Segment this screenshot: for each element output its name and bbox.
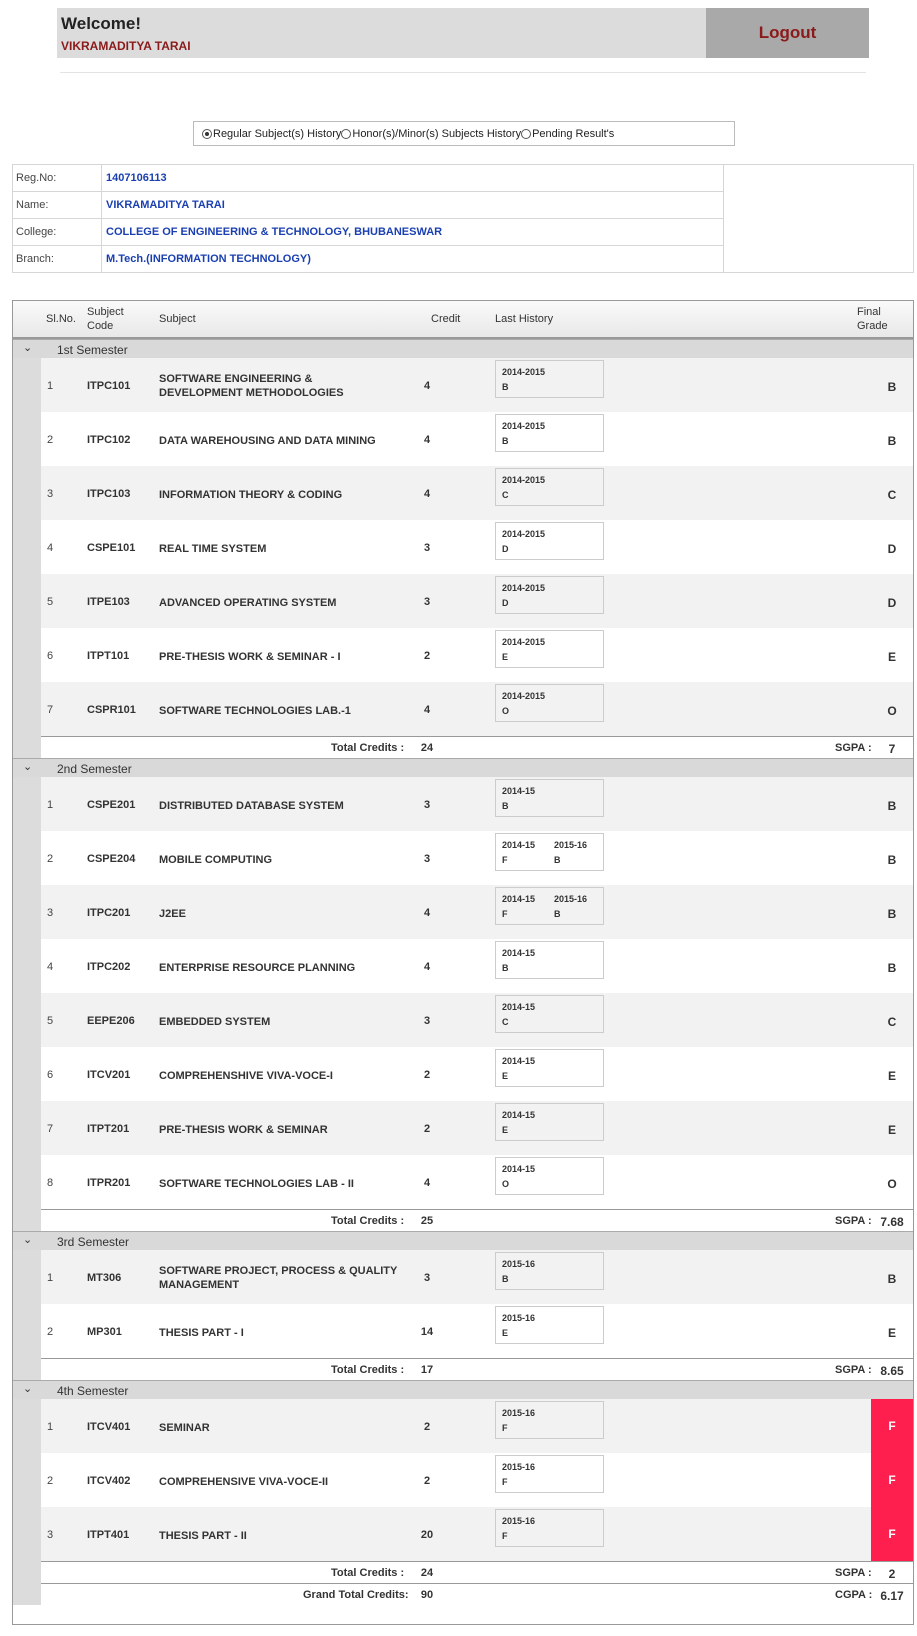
row-indent-strip	[13, 1399, 41, 1583]
chevron-down-icon[interactable]: ⌄	[23, 1383, 33, 1395]
subject-row	[41, 412, 913, 466]
final-grade: O	[887, 1177, 897, 1191]
col-subject: Subject	[159, 313, 196, 325]
subject-name: ADVANCED OPERATING SYSTEM	[159, 597, 337, 609]
last-history-box	[495, 414, 604, 452]
semester-header[interactable]	[13, 1231, 913, 1250]
subject-row	[41, 1101, 913, 1155]
serial-number: 3	[47, 488, 54, 500]
history-year: 2014-2015	[502, 637, 546, 647]
history-year: 2014-2015	[502, 475, 546, 485]
radio-checked-icon[interactable]	[202, 129, 212, 139]
subject-row	[41, 1155, 913, 1209]
divider	[60, 72, 866, 73]
serial-number: 1	[47, 380, 54, 392]
semester-name: 1st Semester	[57, 343, 128, 357]
credit-value: 4	[423, 1177, 431, 1189]
history-grade: C	[502, 1017, 509, 1027]
total-credits-label: Total Credits :	[331, 1567, 405, 1579]
final-grade: B	[887, 907, 897, 921]
radio-honor-minor-history[interactable]	[341, 128, 521, 140]
credit-value: 2	[423, 1123, 431, 1135]
radio-pending-results[interactable]	[521, 128, 614, 140]
semester-header[interactable]	[13, 339, 913, 358]
subject-name: SOFTWARE ENGINEERING & DEVELOPMENT METHODOLOGIES	[159, 373, 344, 399]
sgpa-label: SGPA :	[835, 1215, 872, 1227]
branch-value: M.Tech.(INFORMATION TECHNOLOGY)	[106, 253, 311, 265]
subject-name: THESIS PART - II	[159, 1530, 247, 1542]
history-year: 2015-16	[554, 840, 588, 850]
semester-header[interactable]	[13, 758, 913, 777]
subject-code: ITPT201	[87, 1123, 130, 1135]
radio-unchecked-icon[interactable]	[521, 129, 531, 139]
welcome-header	[57, 8, 869, 58]
final-grade: E	[887, 650, 896, 664]
subject-row	[41, 1304, 913, 1358]
last-history-box	[495, 1049, 604, 1087]
semester-name: 2nd Semester	[57, 762, 132, 776]
last-history-box	[495, 522, 604, 560]
grid-header	[13, 301, 913, 339]
serial-number: 2	[47, 1475, 54, 1487]
radio-regular-history[interactable]	[202, 128, 341, 140]
last-history-box	[495, 941, 604, 979]
history-grade: F	[502, 855, 508, 865]
history-grade: B	[502, 382, 509, 392]
subject-code: ITCV402	[87, 1475, 131, 1487]
subject-code: MP301	[87, 1326, 122, 1338]
row-indent-strip	[13, 358, 41, 758]
history-grade: B	[502, 801, 509, 811]
radio-unchecked-icon[interactable]	[341, 129, 351, 139]
total-credits-label: Total Credits :	[331, 1215, 405, 1227]
credit-value: 4	[423, 380, 431, 392]
chevron-down-icon[interactable]: ⌄	[23, 761, 33, 773]
total-credits-value: 24	[420, 742, 434, 754]
col-code-line1: Subject	[87, 306, 124, 318]
subject-row	[41, 1250, 913, 1304]
history-grade: C	[502, 490, 509, 500]
last-history-box	[495, 779, 604, 817]
last-history-box	[495, 833, 604, 871]
last-history-box	[495, 1455, 604, 1493]
history-year: 2014-2015	[502, 529, 546, 539]
cgpa-label: CGPA :	[835, 1589, 873, 1601]
last-history-box	[495, 468, 604, 506]
college-value: COLLEGE OF ENGINEERING & TECHNOLOGY, BHUBANESWAR	[106, 226, 443, 238]
college-row	[13, 219, 724, 246]
history-grade: O	[502, 706, 510, 716]
final-grade: E	[887, 1123, 896, 1137]
subject-row	[41, 682, 913, 736]
subject-code: CSPE201	[87, 799, 136, 811]
subject-code: MT306	[87, 1272, 122, 1284]
history-year: 2014-2015	[502, 421, 546, 431]
history-year: 2015-16	[502, 1259, 536, 1269]
subject-name: COMPREHENSIVE VIVA-VOCE-II	[159, 1476, 329, 1488]
serial-number: 4	[47, 542, 54, 554]
subject-code: CSPE204	[87, 853, 136, 865]
chevron-down-icon[interactable]: ⌄	[23, 342, 33, 354]
column-divider	[101, 192, 102, 218]
subject-row	[41, 831, 913, 885]
branch-label: Branch:	[16, 253, 54, 265]
grand-total-value: 90	[420, 1589, 434, 1601]
history-grade: D	[502, 598, 509, 608]
credit-value: 3	[423, 1272, 431, 1284]
subject-name: SEMINAR	[159, 1422, 210, 1434]
subject-name: DISTRIBUTED DATABASE SYSTEM	[159, 800, 344, 812]
final-grade: E	[887, 1069, 896, 1083]
last-history-box	[495, 1401, 604, 1439]
final-grade: C	[887, 1015, 897, 1029]
credit-value: 4	[423, 704, 431, 716]
col-grade-line2: Grade	[857, 320, 888, 332]
history-year: 2014-2015	[502, 691, 546, 701]
serial-number: 2	[47, 434, 54, 446]
history-year: 2014-15	[502, 1056, 536, 1066]
final-grade: B	[887, 961, 897, 975]
subject-name: SOFTWARE TECHNOLOGIES LAB.-1	[159, 705, 351, 717]
serial-number: 3	[47, 907, 54, 919]
col-slno: Sl.No.	[46, 313, 76, 325]
subject-code: ITPC201	[87, 907, 131, 919]
history-grade: F	[502, 1531, 508, 1541]
history-grade: E	[502, 1071, 509, 1081]
radio-label: Regular Subject(s) History	[213, 127, 342, 140]
last-history-box	[495, 576, 604, 614]
subject-name: J2EE	[159, 908, 186, 920]
semester-name: 4th Semester	[57, 1384, 129, 1398]
credit-value: 2	[423, 1421, 431, 1433]
last-history-box	[495, 1509, 604, 1547]
column-divider	[101, 165, 102, 191]
final-grade: B	[887, 853, 897, 867]
subject-name: DATA WAREHOUSING AND DATA MINING	[159, 435, 376, 447]
grand-total-label: Grand Total Credits:	[303, 1589, 409, 1601]
credit-value: 4	[423, 434, 431, 446]
serial-number: 5	[47, 596, 54, 608]
last-history-box	[495, 1306, 604, 1344]
subject-name: THESIS PART - I	[159, 1327, 244, 1339]
last-history-box	[495, 684, 604, 722]
subject-code: ITPC103	[87, 488, 131, 500]
final-grade: B	[887, 380, 897, 394]
history-year: 2014-15	[502, 894, 536, 904]
history-grade: E	[502, 652, 509, 662]
sgpa-value: 7.68	[880, 1215, 904, 1229]
chevron-down-icon[interactable]: ⌄	[23, 1234, 33, 1246]
serial-number: 5	[47, 1015, 54, 1027]
history-grade: B	[502, 1274, 509, 1284]
sgpa-value: 2	[888, 1567, 896, 1581]
final-grade-fail: F	[871, 1507, 913, 1561]
serial-number: 7	[47, 1123, 54, 1135]
subject-name: PRE-THESIS WORK & SEMINAR - I	[159, 651, 341, 663]
subject-code: ITPR201	[87, 1177, 131, 1189]
subject-row	[41, 777, 913, 831]
reg-no-value: 1407106113	[106, 172, 167, 184]
sgpa-value: 7	[888, 742, 896, 756]
logout-button[interactable]: Logout	[706, 8, 869, 58]
serial-number: 1	[47, 1421, 54, 1433]
column-divider	[101, 219, 102, 245]
student-info-table	[12, 164, 914, 273]
total-credits-label: Total Credits :	[331, 1364, 405, 1376]
last-history-box	[495, 630, 604, 668]
final-grade: B	[887, 799, 897, 813]
last-history-box	[495, 1157, 604, 1195]
total-credits-value: 25	[420, 1215, 434, 1227]
reg-no-row	[13, 165, 724, 192]
credit-value: 3	[423, 1015, 431, 1027]
subject-name: REAL TIME SYSTEM	[159, 543, 267, 555]
subject-code: ITPC202	[87, 961, 131, 973]
subject-row	[41, 574, 913, 628]
credit-value: 3	[423, 596, 431, 608]
history-year: 2014-15	[502, 786, 536, 796]
subject-row	[41, 520, 913, 574]
final-grade-fail: F	[871, 1399, 913, 1453]
user-name: VIKRAMADITYA TARAI	[61, 39, 191, 53]
total-credits-label: Total Credits :	[331, 742, 405, 754]
name-value: VIKRAMADITYA TARAI	[106, 199, 225, 211]
credit-value: 3	[423, 799, 431, 811]
reg-no-label: Reg.No:	[16, 172, 57, 184]
final-grade: B	[887, 434, 897, 448]
semester-total-row	[41, 736, 913, 758]
serial-number: 6	[47, 650, 54, 662]
radio-label: Pending Result's	[532, 127, 615, 140]
history-year: 2014-15	[502, 1110, 536, 1120]
final-grade: B	[887, 1272, 897, 1286]
subject-code: EEPE206	[87, 1015, 135, 1027]
subject-row	[41, 1399, 913, 1453]
college-label: College:	[16, 226, 57, 238]
semester-total-row	[41, 1561, 913, 1583]
subject-name: COMPREHENSHIVE VIVA-VOCE-I	[159, 1070, 333, 1082]
serial-number: 2	[47, 853, 54, 865]
sgpa-label: SGPA :	[835, 1567, 872, 1579]
name-row	[13, 192, 724, 219]
serial-number: 1	[47, 799, 54, 811]
semester-name: 3rd Semester	[57, 1235, 130, 1249]
subject-code: ITPE103	[87, 596, 130, 608]
history-grade: F	[502, 1423, 508, 1433]
history-grade: B	[554, 909, 561, 919]
last-history-box	[495, 360, 604, 398]
subject-row	[41, 358, 913, 412]
subject-row	[41, 1047, 913, 1101]
subject-row	[41, 885, 913, 939]
history-grade: B	[502, 963, 509, 973]
subject-name: EMBEDDED SYSTEM	[159, 1016, 271, 1028]
serial-number: 1	[47, 1272, 54, 1284]
serial-number: 7	[47, 704, 54, 716]
branch-row	[13, 246, 724, 273]
row-indent-strip	[13, 1583, 41, 1605]
subject-code: ITPC102	[87, 434, 131, 446]
subject-name: ENTERPRISE RESOURCE PLANNING	[159, 962, 356, 974]
final-grade: E	[887, 1326, 896, 1340]
history-year: 2015-16	[502, 1516, 536, 1526]
semester-total-row	[41, 1209, 913, 1231]
column-divider	[101, 246, 102, 273]
serial-number: 2	[47, 1326, 54, 1338]
radio-label: Honor(s)/Minor(s) Subjects History	[352, 127, 522, 140]
final-grade: D	[887, 542, 897, 556]
col-last-history: Last History	[495, 313, 554, 325]
history-grade: F	[502, 1477, 508, 1487]
subject-row	[41, 466, 913, 520]
final-grade: D	[887, 596, 897, 610]
total-credits-value: 24	[420, 1567, 434, 1579]
row-indent-strip	[13, 1250, 41, 1380]
serial-number: 8	[47, 1177, 54, 1189]
subject-code: CSPR101	[87, 704, 136, 716]
history-grade: E	[502, 1328, 509, 1338]
credit-value: 2	[423, 1475, 431, 1487]
sgpa-label: SGPA :	[835, 1364, 872, 1376]
subject-name: MOBILE COMPUTING	[159, 854, 273, 866]
credit-value: 4	[423, 961, 431, 973]
history-year: 2014-15	[502, 948, 536, 958]
history-type-radio-group	[193, 121, 735, 146]
last-history-box	[495, 1252, 604, 1290]
credit-value: 4	[423, 907, 431, 919]
subject-row	[41, 1507, 913, 1561]
serial-number: 3	[47, 1529, 54, 1541]
subject-row	[41, 628, 913, 682]
sgpa-label: SGPA :	[835, 742, 872, 754]
grand-total-row	[41, 1583, 913, 1605]
name-label: Name:	[16, 199, 49, 211]
history-grade: B	[502, 436, 509, 446]
history-grade: O	[502, 1179, 510, 1189]
serial-number: 6	[47, 1069, 54, 1081]
row-indent-strip	[13, 777, 41, 1231]
credit-value: 3	[423, 853, 431, 865]
credit-value: 2	[423, 650, 431, 662]
history-year: 2014-15	[502, 840, 536, 850]
credit-value: 2	[423, 1069, 431, 1081]
credit-value: 14	[420, 1326, 434, 1338]
credit-value: 3	[423, 542, 431, 554]
final-grade: C	[887, 488, 897, 502]
credit-value: 20	[420, 1529, 434, 1541]
history-grade: E	[502, 1125, 509, 1135]
last-history-box	[495, 1103, 604, 1141]
serial-number: 4	[47, 961, 54, 973]
subject-row	[41, 939, 913, 993]
subject-code: ITCV201	[87, 1069, 131, 1081]
col-code-line2: Code	[87, 320, 114, 332]
last-history-box	[495, 887, 604, 925]
final-grade: O	[887, 704, 897, 718]
subject-code: ITPT401	[87, 1529, 130, 1541]
history-year: 2015-16	[502, 1462, 536, 1472]
subject-code: ITPT101	[87, 650, 130, 662]
history-year: 2015-16	[502, 1313, 536, 1323]
semester-total-row	[41, 1358, 913, 1380]
subject-name: PRE-THESIS WORK & SEMINAR	[159, 1124, 328, 1136]
history-year: 2014-2015	[502, 583, 546, 593]
subject-name: SOFTWARE PROJECT, PROCESS & QUALITY MANAGEMENT	[159, 1265, 398, 1291]
total-credits-value: 17	[420, 1364, 434, 1376]
sgpa-value: 8.65	[880, 1364, 904, 1378]
col-credit: Credit	[431, 313, 461, 325]
subject-code: ITCV401	[87, 1421, 131, 1433]
history-year: 2014-15	[502, 1164, 536, 1174]
history-year: 2014-2015	[502, 367, 546, 377]
semester-header[interactable]	[13, 1380, 913, 1399]
history-grade: F	[502, 909, 508, 919]
history-year: 2014-15	[502, 1002, 536, 1012]
history-grade: B	[554, 855, 561, 865]
subject-row	[41, 1453, 913, 1507]
welcome-text: Welcome!	[61, 14, 141, 33]
last-history-box	[495, 995, 604, 1033]
history-grade: D	[502, 544, 509, 554]
history-year: 2015-16	[554, 894, 588, 904]
subject-name: INFORMATION THEORY & CODING	[159, 489, 343, 501]
cgpa-value: 6.17	[880, 1589, 904, 1603]
credit-value: 4	[423, 488, 431, 500]
subject-name: SOFTWARE TECHNOLOGIES LAB - II	[159, 1178, 354, 1190]
col-grade-line1: Final	[857, 306, 881, 318]
final-grade-fail: F	[871, 1453, 913, 1507]
results-grid	[12, 300, 914, 1625]
history-year: 2015-16	[502, 1408, 536, 1418]
subject-row	[41, 993, 913, 1047]
subject-code: CSPE101	[87, 542, 136, 554]
subject-code: ITPC101	[87, 380, 131, 392]
